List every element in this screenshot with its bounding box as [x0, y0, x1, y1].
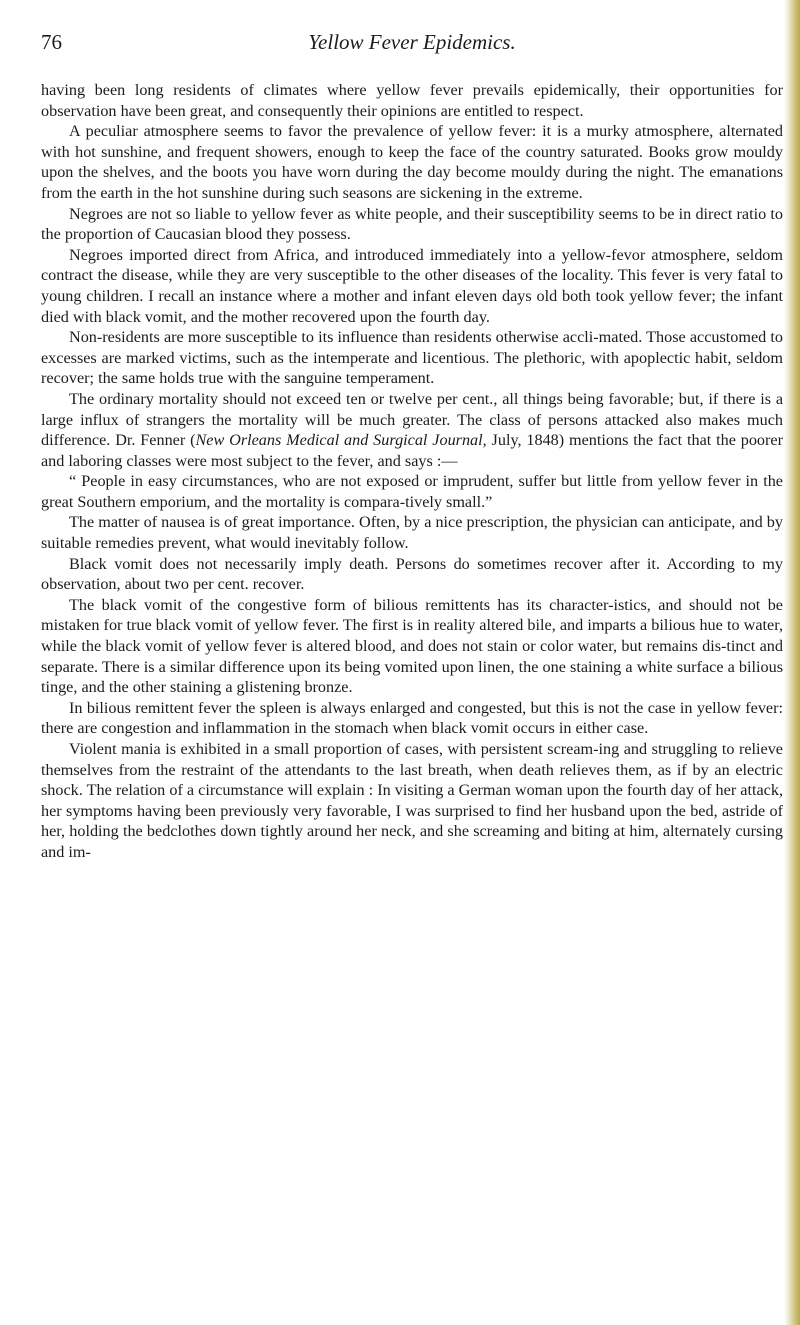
journal-citation: New Orleans Medical and Surgical Journal, [195, 431, 487, 450]
paragraph-3: Negroes are not so liable to yellow fever as white people, and their susceptibility seems to be in direct ratio to the proportion of Caucasian blood they possess. [41, 204, 783, 244]
paragraph-11: In bilious remittent fever the spleen is always enlarged and congested, but this is not the case in yellow fever: there are congestion and inflammation in the stomach when black vomit occurs in either case. [41, 698, 783, 738]
paragraph-4: Negroes imported direct from Africa, and introduced immediately into a yellow-fevor atmosphere, seldom contract the disease, while they are very susceptible to the other diseases of the locality. This fever is very fatal to young children. I recall an instance where a mother and infant eleven days old both took yellow fever; the infant died with black vomit, and the mother recovered upon the fourth day. [41, 245, 783, 326]
running-title: Yellow Fever Epidemics. [308, 30, 516, 54]
paragraph-5: Non-residents are more susceptible to its influence than residents otherwise accli-mated. Those accustomed to excesses are marked victims, such as the intemperate and licentious. The plethoric, with apoplectic habit, seldom recover; the same holds true with the sanguine temperament. [41, 328, 783, 388]
paragraph-12: Violent mania is exhibited in a small proportion of cases, with persistent scream-ing and struggling to relieve themselves from the restraint of the attendants to the last breath, when death relieves them, as if by an electric shock. The relation of a circumstance will explain : In visiting a German woman upon the fourth day of her attack, her symptoms having been previously very favorable, I was surprised to find her husband upon the bed, astride of her, holding the bedclothes down tightly around her neck, and she screaming and biting at him, alternately cursing and im- [41, 740, 783, 861]
paragraph-1: having been long residents of climates where yellow fever prevails epidemically, their opportunities for observation have been great, and consequently their opinions are entitled to respect. [41, 81, 783, 120]
paragraph-10: The black vomit of the congestive form of bilious remittents has its character-istics, and should not be mistaken for true black vomit of yellow fever. The first is in reality altered bile, and imparts a bilious hue to water, while the black vomit of yellow fever is altered blood, and does not stain or color water, but remains dis-tinct and separate. There is a similar difference upon its being vomited upon linen, the one staining a white surface a bilious tinge, and the other staining a glistening bronze. [41, 595, 783, 697]
paragraph-9: Black vomit does not necessarily imply death. Persons do sometimes recover after it. According to my observation, about two per cent. recover. [41, 554, 783, 594]
paragraph-6-end: July, 1848) mentions the fact that the poorer and laboring classes were most subject to the fever, and says :— [41, 431, 783, 470]
page-number: 76 [41, 30, 62, 54]
running-head [41, 30, 783, 68]
page-edge-shadow [784, 0, 800, 1325]
paragraph-2: A peculiar atmosphere seems to favor the prevalence of yellow fever: it is a murky atmosphere, alternated with hot sunshine, and frequent showers, enough to keep the face of the country saturated. Books grow mouldy upon the shelves, and the boots you have worn during the day become mouldy during the night. The emanations from the earth in the hot sunshine during such seasons are sickening in the extreme. [41, 122, 783, 202]
paragraph-8: The matter of nausea is of great importance. Often, by a nice prescription, the physician can anticipate, and by suitable remedies prevent, what would inevitably follow. [41, 513, 783, 553]
book-page [41, 30, 783, 1315]
paragraph-6-start: The ordinary mortality should not exceed ten or twelve per cent., all things being favorable; but, if there is a large influx of strangers the mortality will be much greater. The class of persons attacked also makes much difference. Dr. Fenner ( [41, 389, 783, 450]
quotation-paragraph: “ People in easy circumstances, who are not exposed or imprudent, suffer but little from yellow fever in the great Southern emporium, and the mortality is compara-tively small.” [41, 472, 783, 511]
paragraph-6 [41, 389, 783, 471]
body-text [41, 80, 783, 863]
